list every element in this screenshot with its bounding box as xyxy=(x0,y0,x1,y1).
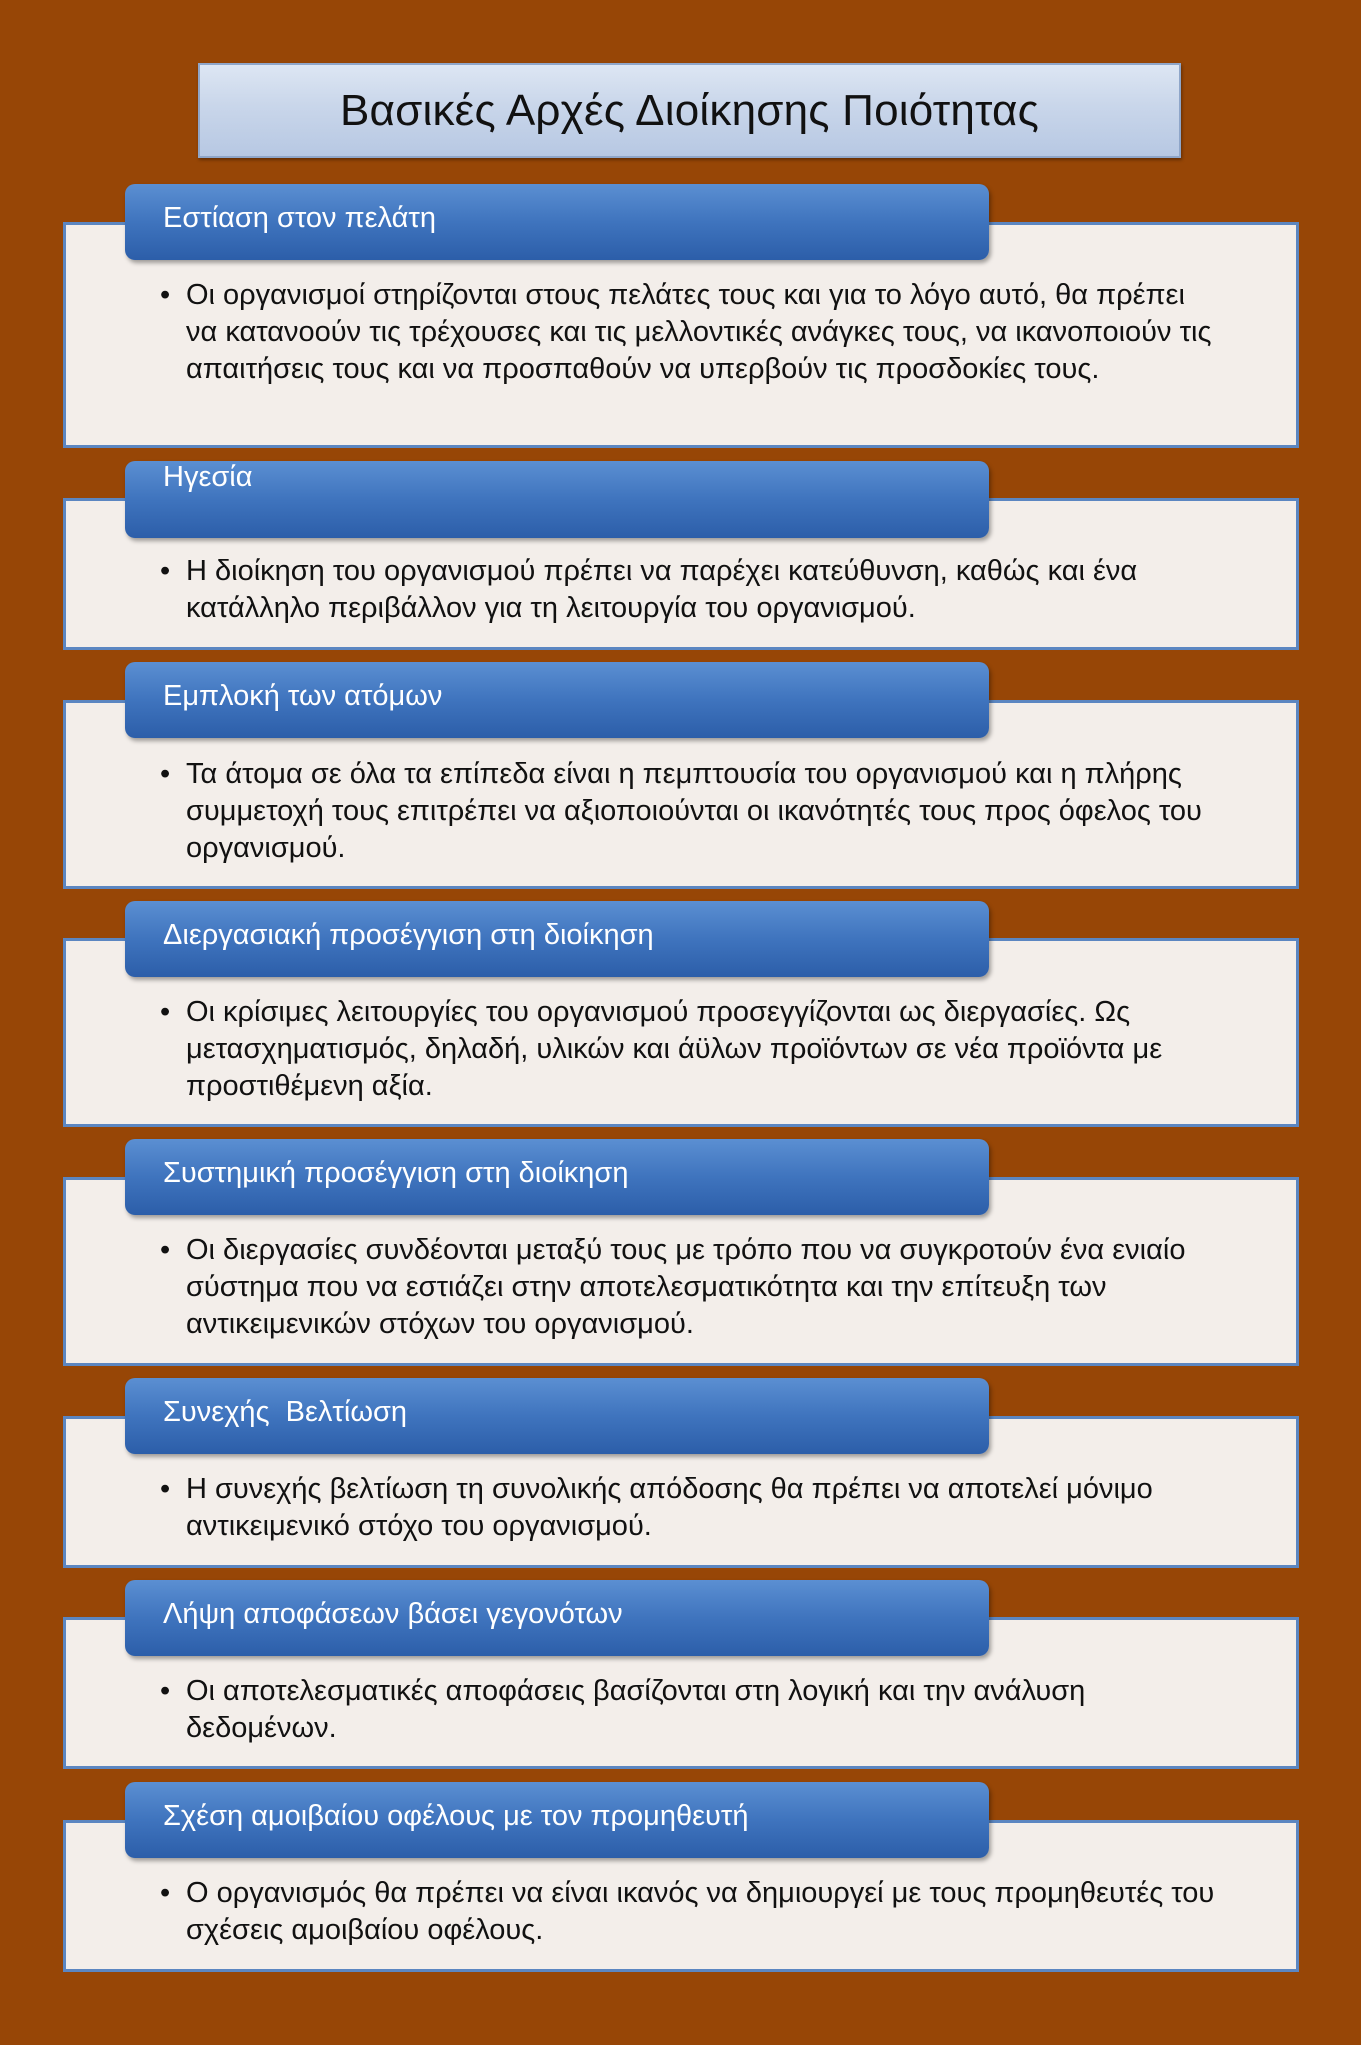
principle-bullet xyxy=(160,1875,1220,1949)
principle-heading: Διεργασιακή προσέγγιση στη διοίκηση xyxy=(163,919,654,951)
principle-heading: Συστημική προσέγγιση στη διοίκηση xyxy=(163,1157,629,1189)
principle-header-customer-focus xyxy=(125,184,989,260)
bullet-icon: • xyxy=(160,758,171,790)
principle-header-improvement xyxy=(125,1378,989,1454)
principle-heading: Λήψη αποφάσεων βάσει γεγονότων xyxy=(163,1598,623,1630)
principle-text: Η συνεχής βελτίωση τη συνολικής απόδοσης θα πρέπει να αποτελεί μόνιμο αντικειμενικό στόχο του οργανισμού. xyxy=(186,1473,1153,1542)
principle-header-process-approach xyxy=(125,901,989,977)
principle-bullet xyxy=(160,1232,1220,1343)
principle-text: Ο οργανισμός θα πρέπει να είναι ικανός να δημιουργεί με τους προμηθευτές του σχέσεις αμοιβαίου οφέλους. xyxy=(186,1877,1215,1946)
principle-text: Οι κρίσιμες λειτουργίες του οργανισμού προσεγγίζονται ως διεργασίες. Ως μετασχηματισμός, δηλαδή, υλικών και άϋλων προϊόντων σε νέα προϊόντα με προστιθέμενη αξία. xyxy=(186,996,1163,1102)
principle-heading: Συνεχής Βελτίωση xyxy=(163,1396,407,1428)
principle-text: Οι αποτελεσματικές αποφάσεις βασίζονται στη λογική και την ανάλυση δεδομένων. xyxy=(186,1675,1086,1744)
principle-text: Οι διεργασίες συνδέονται μεταξύ τους με τρόπο που να συγκροτούν ένα ενιαίο σύστημα που να εστιάζει στην αποτελεσματικότητα και την επίτευξη των αντικειμενικών στόχων του οργανισμού. xyxy=(186,1234,1186,1340)
principle-bullet xyxy=(160,994,1220,1105)
bullet-icon: • xyxy=(160,1675,171,1707)
principle-heading: Εμπλοκή των ατόμων xyxy=(163,680,443,712)
principle-bullet xyxy=(160,1471,1220,1545)
principle-bullet xyxy=(160,277,1220,388)
principle-text: Τα άτομα σε όλα τα επίπεδα είναι η πεμπτουσία του οργανισμού και η πλήρης συμμετοχή τους επιτρέπει να αξιοποιούνται οι ικανότητές τους προς όφελος του οργανισμού. xyxy=(186,758,1202,864)
bullet-icon: • xyxy=(160,1473,171,1505)
bullet-icon: • xyxy=(160,279,171,311)
title-box xyxy=(198,63,1181,158)
bullet-icon: • xyxy=(160,555,171,587)
principle-header-system-approach xyxy=(125,1139,989,1215)
principle-header-supplier-relationship xyxy=(125,1782,989,1858)
principle-heading: Εστίαση στον πελάτη xyxy=(163,202,436,234)
principle-header-decision-making xyxy=(125,1580,989,1656)
principle-header-involvement xyxy=(125,662,989,738)
bullet-icon: • xyxy=(160,1877,171,1909)
bullet-icon: • xyxy=(160,996,171,1028)
principle-bullet xyxy=(160,756,1220,867)
principle-text: Η διοίκηση του οργανισμού πρέπει να παρέχει κατεύθυνση, καθώς και ένα κατάλληλο περιβάλλον για τη λειτουργία του οργανισμού. xyxy=(186,555,1138,624)
page-title: Βασικές Αρχές Διοίκησης Ποιότητας xyxy=(339,85,1040,135)
principle-heading: Ηγεσία xyxy=(163,461,253,493)
bullet-icon: • xyxy=(160,1234,171,1266)
principle-bullet xyxy=(160,1673,1220,1747)
principle-bullet xyxy=(160,553,1220,627)
principle-header-leadership xyxy=(125,461,989,538)
principle-heading: Σχέση αμοιβαίου οφέλους με τον προμηθευτή xyxy=(163,1800,749,1832)
principle-text: Οι οργανισμοί στηρίζονται στους πελάτες τους και για το λόγο αυτό, θα πρέπει να κατανοούν τις τρέχουσες και τις μελλοντικές ανάγκες τους, να ικανοποιούν τις απαιτήσεις τους και να προσπαθούν να υπερβούν τις προσδοκίες τους. xyxy=(186,279,1212,385)
